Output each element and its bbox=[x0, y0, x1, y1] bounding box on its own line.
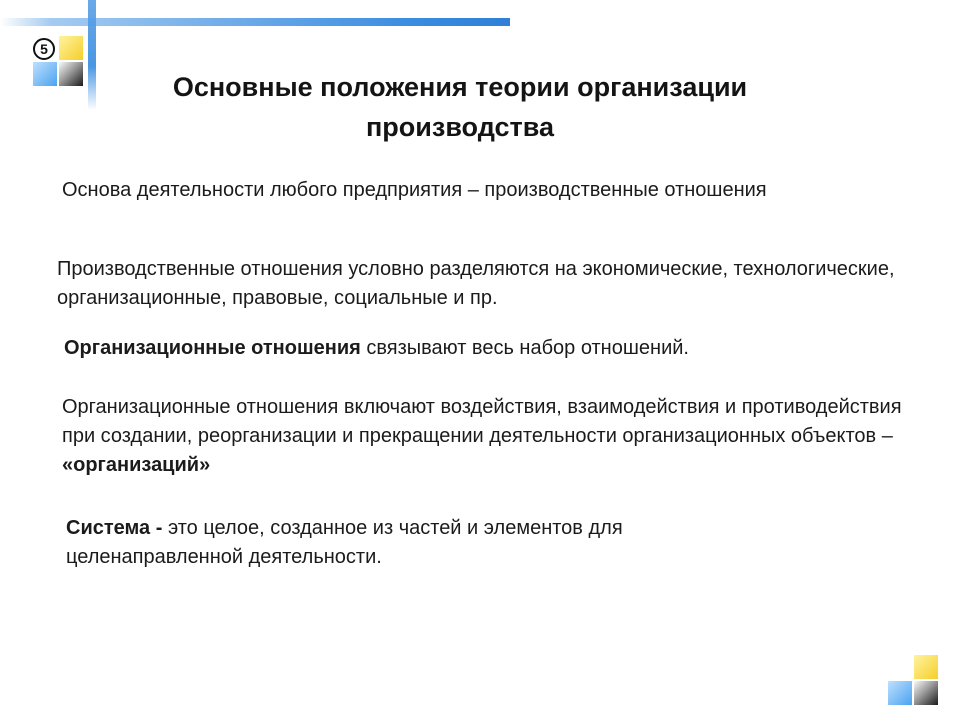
paragraph-org-relations-include bbox=[62, 393, 902, 480]
dark-square-icon bbox=[59, 62, 83, 86]
paragraph-text: Организационные отношения включают воздействия, взаимодействия и противодействия при создании, реорганизации и прекращении деятельности организационных объектов – bbox=[62, 396, 902, 447]
term-bold: Система - bbox=[66, 517, 163, 539]
paragraph-text: это целое, созданное из частей и элементов для целенаправленной деятельности. bbox=[66, 517, 623, 568]
paragraph-basis bbox=[62, 176, 822, 205]
top-accent-line bbox=[0, 18, 510, 26]
dark-square-icon bbox=[914, 681, 938, 705]
blue-square-icon bbox=[888, 681, 912, 705]
paragraph-org-relations bbox=[64, 334, 924, 363]
term-bold: «организаций» bbox=[62, 454, 211, 476]
paragraph-text: Производственные отношения условно разделяются на экономические, технологические, организационные, правовые, социальные и пр. bbox=[57, 258, 895, 309]
logo-icon: 5 bbox=[33, 38, 55, 60]
slide-title: Основные положения теории организации производства bbox=[172, 72, 748, 142]
blue-square-icon bbox=[33, 62, 57, 86]
yellow-square-icon bbox=[59, 36, 83, 60]
yellow-square-icon bbox=[914, 655, 938, 679]
left-accent-line bbox=[88, 0, 96, 110]
paragraph-system bbox=[66, 514, 786, 572]
paragraph-relations-types bbox=[57, 255, 917, 313]
paragraph-text: связывают весь набор отношений. bbox=[360, 337, 689, 359]
term-bold: Организационные отношения bbox=[64, 337, 361, 359]
paragraph-text: Основа деятельности любого предприятия – производственные отношения bbox=[62, 179, 767, 201]
